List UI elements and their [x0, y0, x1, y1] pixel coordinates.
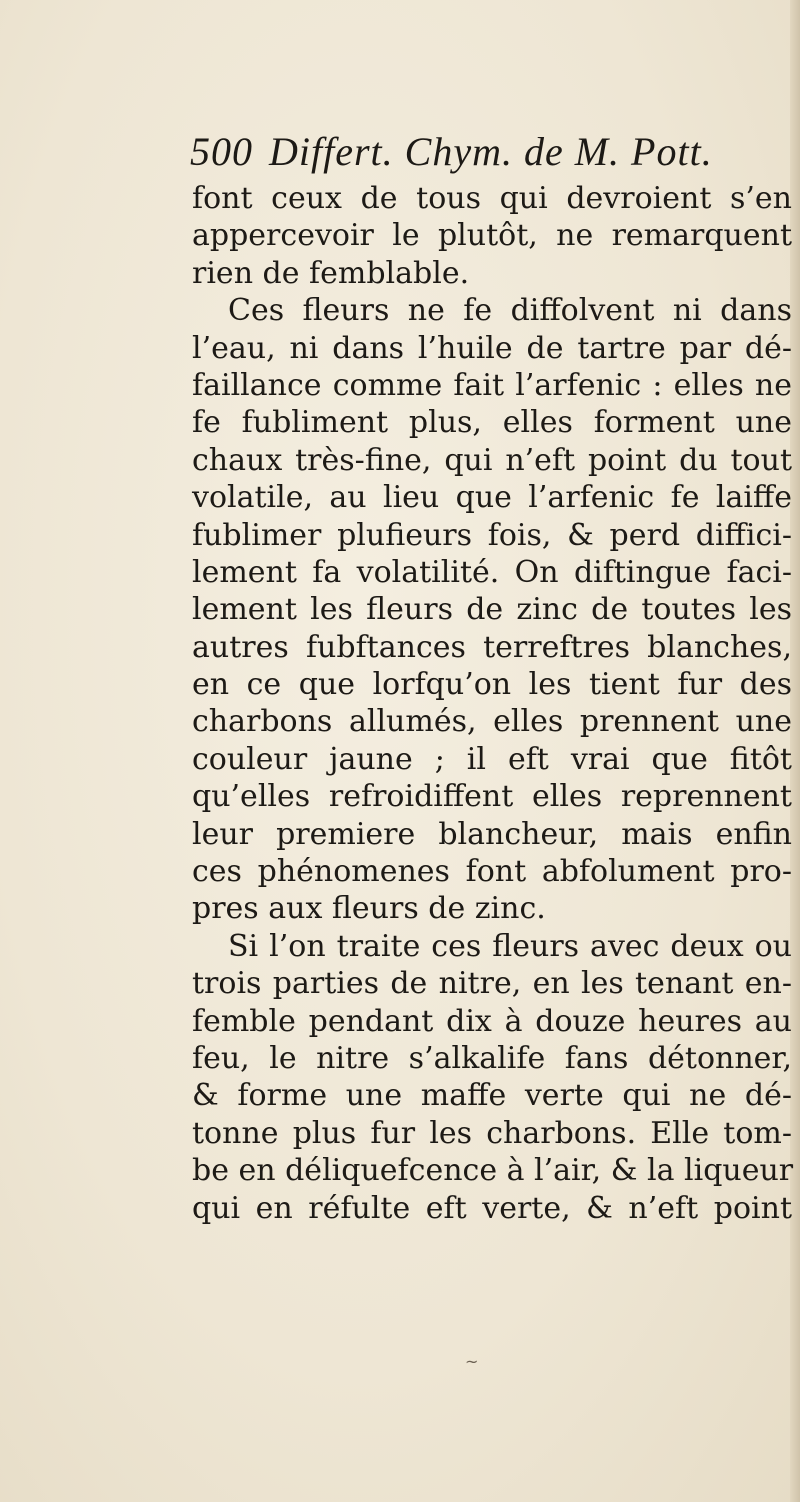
text-line: Ces fleurs ne fe diffolvent ni dans [228, 293, 792, 329]
text-line: lement fa volatilité. On diftingue faci- [192, 554, 792, 590]
text-line: rien de femblable. [192, 255, 470, 291]
text-line: qu’elles refroidiffent elles reprennent [192, 779, 792, 815]
text-line: appercevoir le plutôt, ne remarquent [192, 218, 792, 254]
text-line: volatile, au lieu que l’arfenic fe laiffe [192, 480, 792, 516]
text-line: Si l’on traite ces fleurs avec deux ou [228, 928, 792, 964]
text-line: ces phénomenes font abfolument pro- [192, 854, 792, 890]
text-line: lement les fleurs de zinc de toutes les [192, 592, 792, 628]
body-text [192, 180, 792, 1227]
text-line: fublimer plufieurs fois, & perd diffici- [192, 517, 792, 553]
text-line: feu, le nitre s’alkalife fans détonner, [192, 1040, 792, 1076]
text-line: leur premiere blancheur, mais enfin [192, 816, 792, 852]
text-line: autres fubftances terreftres blanches, [192, 629, 792, 665]
text-line: & forme une maffe verte qui ne dé- [192, 1078, 792, 1114]
text-line: faillance comme fait l’arfenic : elles ne [192, 367, 792, 403]
page-number: 500 [190, 129, 253, 174]
text-line: tonne plus fur les charbons. Elle tom- [192, 1115, 792, 1151]
running-head [190, 128, 790, 178]
text-line: trois parties de nitre, en les tenant en- [192, 966, 792, 1002]
text-line: font ceux de tous qui devroient s’en [192, 181, 792, 216]
ink-speck: ~ [465, 1352, 479, 1371]
text-line: chaux très-fine, qui n’eft point du tout [192, 442, 792, 478]
text-line: fe fubliment plus, elles forment une [192, 405, 792, 441]
text-line: pres aux fleurs de zinc. [192, 891, 546, 927]
text-line: couleur jaune ; il eft vrai que fitôt [192, 741, 792, 777]
running-title: Differt. Chym. de M. Pott. [269, 129, 713, 174]
text-line: en ce que lorfqu’on les tient fur des [192, 667, 792, 703]
text-line: l’eau, ni dans l’huile de tartre par dé- [192, 330, 792, 366]
text-line: charbons allumés, elles prennent une [192, 704, 792, 740]
text-line: qui en réfulte eft verte, & n’eft point [192, 1190, 792, 1226]
text-line: be en déliquefcence à l’air, & la liqueur [192, 1153, 794, 1189]
text-line: femble pendant dix à douze heures au [192, 1003, 792, 1039]
